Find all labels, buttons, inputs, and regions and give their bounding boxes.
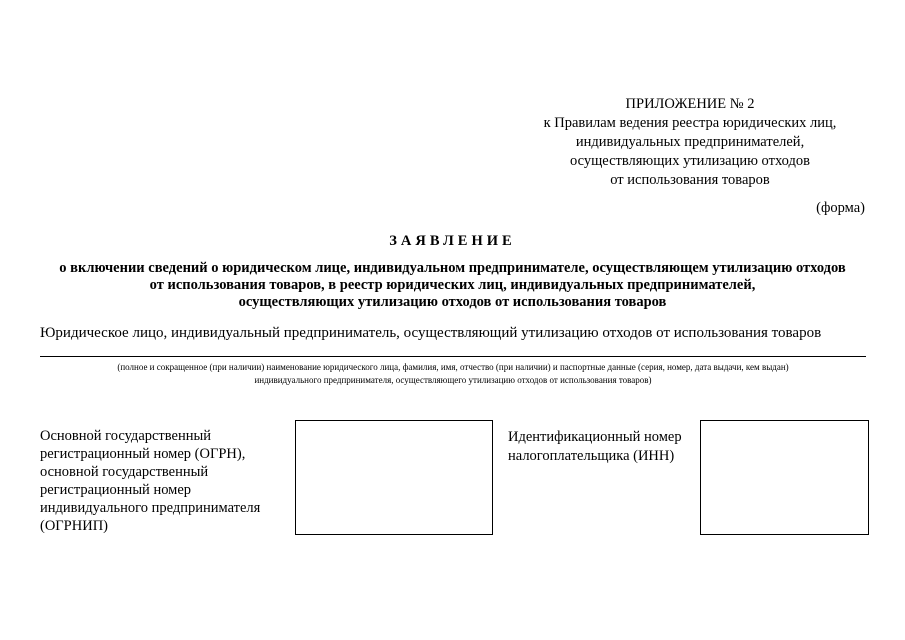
entity-line: Юридическое лицо, индивидуальный предприниматель, осуществляющий утилизацию отходов от использования товаров [40, 325, 822, 341]
inn-label-line: налогоплательщика (ИНН) [508, 448, 675, 464]
entity-note [40, 361, 866, 387]
subtitle-line: от использования товаров, в реестр юридических лиц, индивидуальных предпринимателей, [149, 277, 756, 293]
annex-number: ПРИЛОЖЕНИЕ № 2 [625, 96, 755, 112]
ogrn-label-line: Основной государственный [40, 428, 211, 444]
inn-label-line: Идентификационный номер [508, 429, 682, 445]
inn-field[interactable] [700, 420, 869, 535]
subtitle-line: осуществляющих утилизацию отходов от использования товаров [238, 294, 667, 310]
document-subtitle [30, 260, 875, 311]
entity-fill-line[interactable] [40, 356, 866, 357]
annex-line: индивидуальных предпринимателей, [575, 134, 805, 150]
form-label: (форма) [816, 200, 865, 216]
annex-line: от использования товаров [610, 172, 770, 188]
ogrn-label [40, 427, 280, 535]
ogrn-field[interactable] [295, 420, 493, 535]
ogrn-label-line: (ОГРНИП) [40, 518, 108, 534]
ogrn-label-line: регистрационный номер [40, 482, 192, 498]
annex-line: осуществляющих утилизацию отходов [570, 153, 810, 169]
note-line: (полное и сокращенное (при наличии) наименование юридического лица, фамилия, имя, отчество (при наличии) и паспортные данные (серия, номер, дата выдачи, кем выдан) [117, 362, 789, 372]
subtitle-line: о включении сведений о юридическом лице, индивидуальном предпринимателе, осуществляющем утилизацию отходов [59, 260, 846, 276]
document-title: ЗАЯВЛЕНИЕ [389, 233, 516, 249]
annex-line: к Правилам ведения реестра юридических лиц, [543, 115, 837, 131]
ogrn-label-line: регистрационный номер (ОГРН), [40, 446, 246, 462]
note-line: индивидуального предпринимателя, осуществляющего утилизацию отходов от использования товаров) [254, 375, 652, 385]
inn-label [508, 428, 698, 466]
ogrn-label-line: индивидуального предпринимателя [40, 500, 261, 516]
ogrn-label-line: основной государственный [40, 464, 209, 480]
annex-header [520, 95, 860, 190]
